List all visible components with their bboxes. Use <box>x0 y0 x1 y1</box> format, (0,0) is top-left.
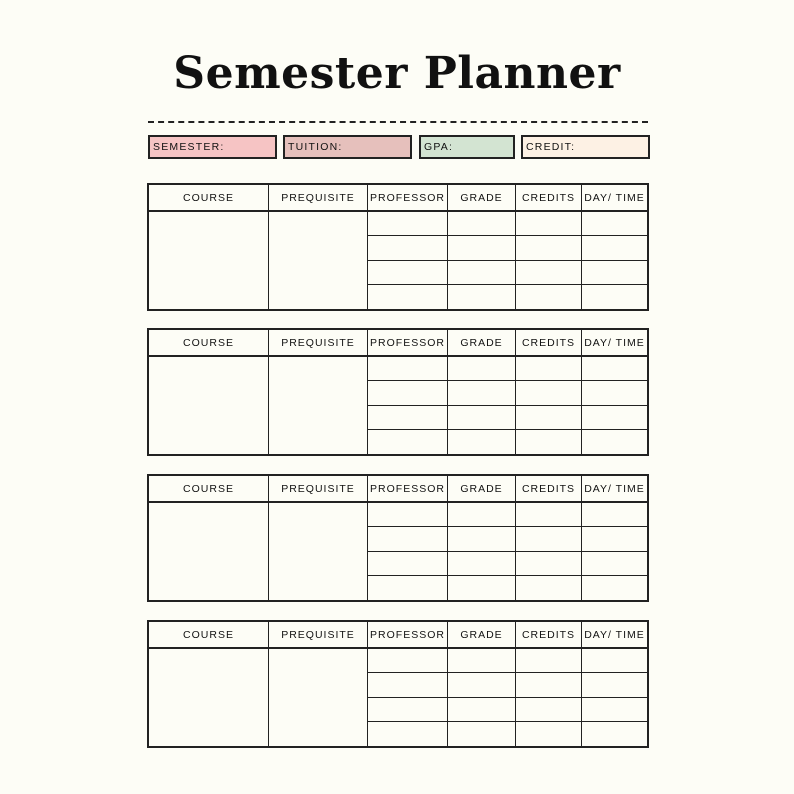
credits-cell[interactable] <box>516 381 582 406</box>
course-table <box>149 330 647 454</box>
day-time-cell[interactable] <box>582 261 647 285</box>
professor-cell[interactable] <box>368 673 448 698</box>
day-time-cell[interactable] <box>582 381 647 406</box>
column-header: PREQUISITE <box>269 622 368 649</box>
professor-cell[interactable] <box>368 722 448 746</box>
grade-cell[interactable] <box>448 552 516 576</box>
course-cell[interactable] <box>149 649 269 746</box>
day-time-cell[interactable] <box>582 722 647 746</box>
credits-cell[interactable] <box>516 406 582 430</box>
professor-cell[interactable] <box>368 698 448 722</box>
column-header: GRADE <box>448 622 516 649</box>
professor-cell[interactable] <box>368 527 448 552</box>
prequisite-cell[interactable] <box>269 357 368 454</box>
tuition-field[interactable]: TUITION: <box>283 135 412 159</box>
course-cell[interactable] <box>149 212 269 309</box>
day-time-cell[interactable] <box>582 576 647 600</box>
column-header: PREQUISITE <box>269 476 368 503</box>
course-cell[interactable] <box>149 357 269 454</box>
credits-cell[interactable] <box>516 552 582 576</box>
day-time-cell[interactable] <box>582 698 647 722</box>
course-table <box>149 185 647 309</box>
column-header: COURSE <box>149 476 269 503</box>
day-time-cell[interactable] <box>582 673 647 698</box>
credits-cell[interactable] <box>516 357 582 381</box>
credits-cell[interactable] <box>516 649 582 673</box>
dashed-divider <box>148 121 648 123</box>
credits-cell[interactable] <box>516 673 582 698</box>
course-cell[interactable] <box>149 503 269 600</box>
course-block-2 <box>147 328 649 456</box>
column-header: COURSE <box>149 185 269 212</box>
credits-cell[interactable] <box>516 698 582 722</box>
column-header: CREDITS <box>516 622 582 649</box>
column-header: CREDITS <box>516 185 582 212</box>
semester-field[interactable]: SEMESTER: <box>148 135 277 159</box>
column-header: CREDITS <box>516 476 582 503</box>
professor-cell[interactable] <box>368 236 448 261</box>
grade-cell[interactable] <box>448 649 516 673</box>
column-header: DAY/ TIME <box>582 330 647 357</box>
day-time-cell[interactable] <box>582 285 647 309</box>
column-header: DAY/ TIME <box>582 622 647 649</box>
column-header: PROFESSOR <box>368 185 448 212</box>
day-time-cell[interactable] <box>582 406 647 430</box>
grade-cell[interactable] <box>448 406 516 430</box>
course-block-4 <box>147 620 649 748</box>
column-header: CREDITS <box>516 330 582 357</box>
professor-cell[interactable] <box>368 576 448 600</box>
professor-cell[interactable] <box>368 285 448 309</box>
prequisite-cell[interactable] <box>269 649 368 746</box>
day-time-cell[interactable] <box>582 503 647 527</box>
professor-cell[interactable] <box>368 212 448 236</box>
professor-cell[interactable] <box>368 357 448 381</box>
course-block-1 <box>147 183 649 311</box>
grade-cell[interactable] <box>448 698 516 722</box>
grade-cell[interactable] <box>448 503 516 527</box>
professor-cell[interactable] <box>368 261 448 285</box>
day-time-cell[interactable] <box>582 357 647 381</box>
credits-cell[interactable] <box>516 261 582 285</box>
professor-cell[interactable] <box>368 430 448 454</box>
column-header: PROFESSOR <box>368 330 448 357</box>
page-title: Semester Planner <box>173 48 621 99</box>
column-header: DAY/ TIME <box>582 185 647 212</box>
column-header: PREQUISITE <box>269 185 368 212</box>
professor-cell[interactable] <box>368 381 448 406</box>
credits-cell[interactable] <box>516 722 582 746</box>
column-header: GRADE <box>448 185 516 212</box>
day-time-cell[interactable] <box>582 236 647 261</box>
course-table <box>149 476 647 600</box>
prequisite-cell[interactable] <box>269 503 368 600</box>
grade-cell[interactable] <box>448 673 516 698</box>
prequisite-cell[interactable] <box>269 212 368 309</box>
credits-cell[interactable] <box>516 576 582 600</box>
credits-cell[interactable] <box>516 430 582 454</box>
grade-cell[interactable] <box>448 381 516 406</box>
credits-cell[interactable] <box>516 212 582 236</box>
column-header: PROFESSOR <box>368 476 448 503</box>
grade-cell[interactable] <box>448 357 516 381</box>
column-header: GRADE <box>448 476 516 503</box>
credits-cell[interactable] <box>516 503 582 527</box>
column-header: GRADE <box>448 330 516 357</box>
column-header: PREQUISITE <box>269 330 368 357</box>
grade-cell[interactable] <box>448 212 516 236</box>
professor-cell[interactable] <box>368 406 448 430</box>
day-time-cell[interactable] <box>582 212 647 236</box>
credits-cell[interactable] <box>516 236 582 261</box>
professor-cell[interactable] <box>368 503 448 527</box>
grade-cell[interactable] <box>448 527 516 552</box>
column-header: PROFESSOR <box>368 622 448 649</box>
credits-cell[interactable] <box>516 285 582 309</box>
column-header: DAY/ TIME <box>582 476 647 503</box>
grade-cell[interactable] <box>448 430 516 454</box>
grade-cell[interactable] <box>448 236 516 261</box>
column-header: COURSE <box>149 622 269 649</box>
day-time-cell[interactable] <box>582 649 647 673</box>
professor-cell[interactable] <box>368 649 448 673</box>
course-table <box>149 622 647 746</box>
grade-cell[interactable] <box>448 722 516 746</box>
course-block-3 <box>147 474 649 602</box>
column-header: COURSE <box>149 330 269 357</box>
credit-field[interactable]: CREDIT: <box>521 135 650 159</box>
grade-cell[interactable] <box>448 261 516 285</box>
professor-cell[interactable] <box>368 552 448 576</box>
day-time-cell[interactable] <box>582 430 647 454</box>
day-time-cell[interactable] <box>582 527 647 552</box>
credits-cell[interactable] <box>516 527 582 552</box>
gpa-field[interactable]: GPA: <box>419 135 515 159</box>
grade-cell[interactable] <box>448 576 516 600</box>
day-time-cell[interactable] <box>582 552 647 576</box>
grade-cell[interactable] <box>448 285 516 309</box>
